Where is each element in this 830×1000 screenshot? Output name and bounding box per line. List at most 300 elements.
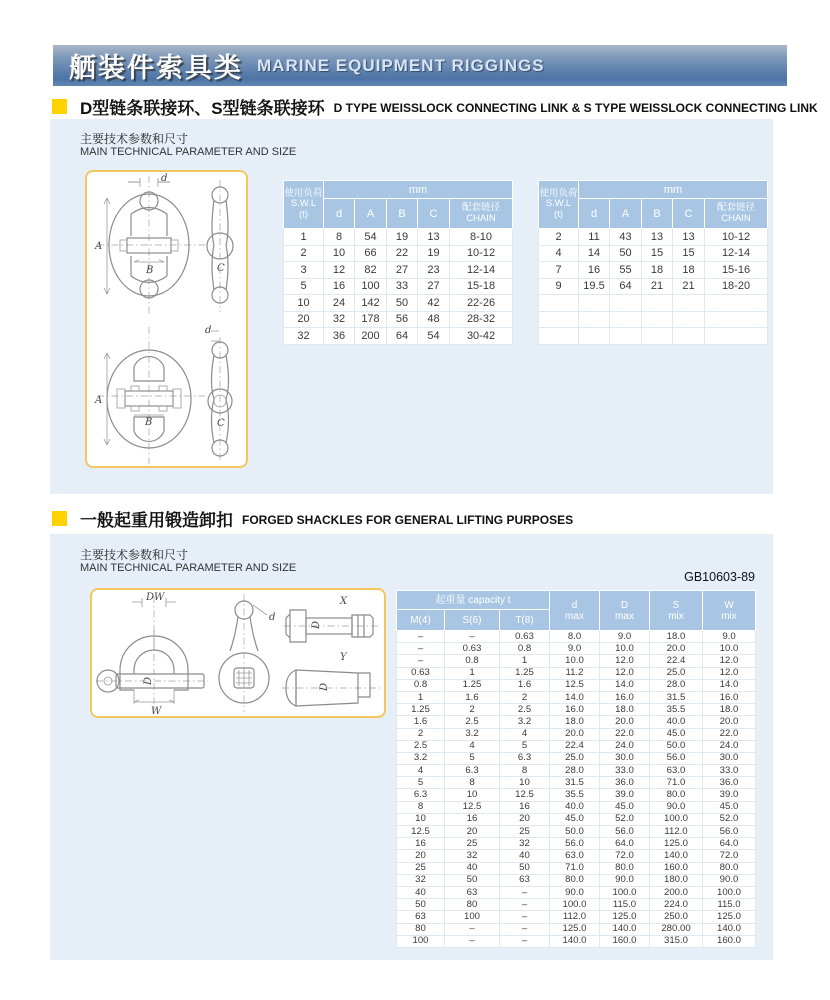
table-cell: 80.0 <box>600 862 650 874</box>
table-row <box>284 311 513 328</box>
table-cell: 140.0 <box>600 923 650 935</box>
table-cell: 200 <box>355 328 387 345</box>
table-cell <box>579 311 610 328</box>
table-cell: 36.0 <box>600 777 650 789</box>
table-row <box>397 801 756 813</box>
table-cell: 64 <box>387 328 418 345</box>
table-cell: 10 <box>500 777 550 789</box>
table-cell: 50.0 <box>650 740 703 752</box>
table-cell: 15-18 <box>450 278 513 295</box>
table-cell <box>705 328 768 345</box>
table-row <box>397 838 756 850</box>
table-cell: 1.6 <box>397 716 445 728</box>
col-header-mm: mm <box>324 181 513 199</box>
table-row <box>397 862 756 874</box>
col-header-c: C <box>418 199 450 229</box>
table-cell: 2.5 <box>445 716 500 728</box>
col-header-mm: mm <box>579 181 768 199</box>
table-cell: 50.0 <box>550 826 600 838</box>
banner-title-zh: 舾装件索具类 <box>69 53 243 83</box>
table-cell: – <box>500 899 550 911</box>
table-cell: 31.5 <box>550 777 600 789</box>
col-header-d-max: d max <box>550 591 600 631</box>
table-cell: 30-42 <box>450 328 513 345</box>
table-cell: 20 <box>397 850 445 862</box>
table-cell: 12.0 <box>703 655 756 667</box>
svg-text:A: A <box>95 241 103 252</box>
table-cell: – <box>445 935 500 947</box>
table-cell <box>610 328 642 345</box>
table-cell: 112.0 <box>650 826 703 838</box>
table-row <box>397 899 756 911</box>
table-cell: 0.8 <box>445 655 500 667</box>
table-cell: 12 <box>324 262 355 279</box>
table-cell: 8 <box>397 801 445 813</box>
table-cell: 23 <box>418 262 450 279</box>
table-row <box>397 655 756 667</box>
table-cell: 8 <box>445 777 500 789</box>
table-cell: 16.0 <box>703 691 756 703</box>
col-header-W-mix: W mix <box>703 591 756 631</box>
table-cell: 0.8 <box>397 679 445 691</box>
table-cell: 10 <box>324 245 355 262</box>
table-cell: 63 <box>500 874 550 886</box>
table-cell: 8-10 <box>450 229 513 246</box>
table-cell: 1 <box>500 655 550 667</box>
table-row <box>397 679 756 691</box>
table-cell: 18-20 <box>705 278 768 295</box>
table-cell: 10-12 <box>450 245 513 262</box>
table-cell: 90.0 <box>600 874 650 886</box>
col-header-swl: 使用负荷 S.W.L (t) <box>284 181 324 229</box>
table-row <box>397 813 756 825</box>
col-header-t8: T(8) <box>500 610 550 631</box>
table-cell: 66 <box>355 245 387 262</box>
table-cell: 35.5 <box>650 704 703 716</box>
table-cell <box>642 311 673 328</box>
table-cell: 3.2 <box>397 752 445 764</box>
table-cell: 140.0 <box>650 850 703 862</box>
table-cell: 52.0 <box>703 813 756 825</box>
table-cell: 10.0 <box>550 655 600 667</box>
table-cell: 63.0 <box>550 850 600 862</box>
standard-number: GB10603-89 <box>684 570 755 584</box>
table-cell: 20 <box>445 826 500 838</box>
table-cell: 48 <box>418 311 450 328</box>
table-cell: 32 <box>284 328 324 345</box>
section1-heading <box>52 94 818 119</box>
table-cell <box>610 295 642 312</box>
table-cell: 13 <box>418 229 450 246</box>
table-cell: 1 <box>445 667 500 679</box>
table-row <box>397 765 756 777</box>
svg-text:d: d <box>161 173 168 184</box>
table-cell: 20 <box>500 813 550 825</box>
table-cell: 5 <box>397 777 445 789</box>
table-row <box>539 245 768 262</box>
table-cell: 32 <box>445 850 500 862</box>
table-cell: 8 <box>324 229 355 246</box>
section2-param-label-en: MAIN TECHNICAL PARAMETER AND SIZE <box>80 562 297 574</box>
table-cell: 22.0 <box>703 728 756 740</box>
table-row <box>539 262 768 279</box>
table-cell: 24.0 <box>703 740 756 752</box>
table-cell: 21 <box>673 278 705 295</box>
svg-text:A: A <box>95 395 103 406</box>
svg-text:D: D <box>143 676 154 685</box>
table-cell: 27 <box>387 262 418 279</box>
svg-text:B: B <box>145 417 153 428</box>
table-cell: 10 <box>397 813 445 825</box>
shackle-drawing-box <box>90 588 386 718</box>
table-cell: 16.0 <box>550 704 600 716</box>
table-cell: 63 <box>397 911 445 923</box>
table-cell: 16 <box>445 813 500 825</box>
table-cell: 100.0 <box>703 886 756 898</box>
svg-text:d: d <box>269 612 276 623</box>
table-cell: 50 <box>387 295 418 312</box>
table-cell: 64.0 <box>703 838 756 850</box>
table-cell: 64 <box>610 278 642 295</box>
section1-title-en: D TYPE WEISSLOCK CONNECTING LINK & S TYPE WEISSLOCK CONNECTING LINK <box>333 100 818 115</box>
table-cell: 4 <box>445 740 500 752</box>
table-cell: 3.2 <box>445 728 500 740</box>
table-cell: 90.0 <box>550 886 600 898</box>
table-cell: 125.0 <box>550 923 600 935</box>
table-cell: 24.0 <box>600 740 650 752</box>
shackle-drawing <box>92 590 384 716</box>
table-cell: 315.0 <box>650 935 703 947</box>
table-cell: 64.0 <box>600 838 650 850</box>
table-cell: 9 <box>539 278 579 295</box>
table-cell: 3 <box>284 262 324 279</box>
table-cell: 14.0 <box>703 679 756 691</box>
table-row <box>397 911 756 923</box>
table-cell: 100.0 <box>550 899 600 911</box>
table-cell: 50 <box>500 862 550 874</box>
table-cell: 200.0 <box>650 886 703 898</box>
table-cell <box>705 295 768 312</box>
table-cell: 140.0 <box>550 935 600 947</box>
table-cell: 39.0 <box>600 789 650 801</box>
table-cell: 36 <box>324 328 355 345</box>
table-cell: 25.0 <box>650 667 703 679</box>
table-cell: 72.0 <box>600 850 650 862</box>
table-cell: 15-16 <box>705 262 768 279</box>
table-cell: 28.0 <box>650 679 703 691</box>
table-cell: 4 <box>539 245 579 262</box>
table-cell: 4 <box>500 728 550 740</box>
col-header-chain: 配套链径 CHAIN <box>450 199 513 229</box>
table-cell: – <box>500 923 550 935</box>
col-header-d: d <box>324 199 355 229</box>
svg-text:C: C <box>217 418 225 429</box>
table-cell <box>579 328 610 345</box>
d-type-table-body <box>284 229 513 345</box>
table-cell: 6.3 <box>500 752 550 764</box>
table-cell: 0.63 <box>445 643 500 655</box>
table-cell: 14 <box>579 245 610 262</box>
table-cell: 6.3 <box>397 789 445 801</box>
table-cell: 2 <box>284 245 324 262</box>
svg-text:B: B <box>146 265 154 276</box>
table-row <box>539 328 768 345</box>
table-cell: 16 <box>500 801 550 813</box>
table-cell: – <box>500 911 550 923</box>
table-cell: 28-32 <box>450 311 513 328</box>
table-row <box>284 262 513 279</box>
d-type-link-drawing <box>87 172 246 318</box>
table-cell: 13 <box>642 229 673 246</box>
table-cell: 25 <box>445 838 500 850</box>
table-row <box>539 278 768 295</box>
table-cell: 5 <box>445 752 500 764</box>
table-cell: 2 <box>397 728 445 740</box>
col-header-d: d <box>579 199 610 229</box>
table-cell: 50 <box>445 874 500 886</box>
table-cell <box>539 328 579 345</box>
table-cell: 12.0 <box>600 655 650 667</box>
table-cell: 33.0 <box>703 765 756 777</box>
table-cell: 12.5 <box>397 826 445 838</box>
table-cell: 2 <box>445 704 500 716</box>
table-cell: – <box>445 631 500 643</box>
table-cell: 20.0 <box>550 728 600 740</box>
table-cell: – <box>500 935 550 947</box>
svg-text:X: X <box>340 596 348 607</box>
table-cell: 12.5 <box>500 789 550 801</box>
table-cell: 82 <box>355 262 387 279</box>
table-cell: 56 <box>387 311 418 328</box>
table-cell: 55 <box>610 262 642 279</box>
table-cell: 40 <box>500 850 550 862</box>
col-header-capacity: 起重量 capacity t <box>397 591 550 610</box>
table-row <box>397 740 756 752</box>
table-cell: 5 <box>500 740 550 752</box>
table-cell: 22 <box>387 245 418 262</box>
table-cell: 2 <box>500 691 550 703</box>
table-row <box>397 777 756 789</box>
table-cell: 115.0 <box>703 899 756 911</box>
table-cell: 18.0 <box>600 704 650 716</box>
table-row <box>397 728 756 740</box>
table-cell: 1 <box>284 229 324 246</box>
table-cell: 32 <box>500 838 550 850</box>
table-cell: 125.0 <box>600 911 650 923</box>
table-cell: 27 <box>418 278 450 295</box>
table-cell: 10.0 <box>703 643 756 655</box>
section2-title-zh: 一般起重用锻造卸扣 <box>80 511 233 530</box>
table-cell: 22.4 <box>550 740 600 752</box>
table-cell: 0.8 <box>500 643 550 655</box>
table-cell: 178 <box>355 311 387 328</box>
col-header-a: A <box>355 199 387 229</box>
table-cell: 25 <box>397 862 445 874</box>
yellow-bullet-icon <box>52 511 67 526</box>
link-drawing-box <box>85 170 248 468</box>
table-cell: 25 <box>500 826 550 838</box>
table-cell: 56.0 <box>650 752 703 764</box>
svg-text:DW: DW <box>146 592 165 603</box>
table-cell <box>539 311 579 328</box>
table-cell: 16 <box>324 278 355 295</box>
table-cell: 24 <box>324 295 355 312</box>
table-cell: 21 <box>642 278 673 295</box>
table-cell: 80.0 <box>703 862 756 874</box>
table-row <box>397 826 756 838</box>
table-cell: 32 <box>324 311 355 328</box>
table-row <box>284 278 513 295</box>
table-cell: 18 <box>642 262 673 279</box>
table-cell: 18.0 <box>703 704 756 716</box>
col-header-b: B <box>387 199 418 229</box>
table-cell: 12.0 <box>600 667 650 679</box>
table-cell: 100 <box>355 278 387 295</box>
col-header-chain: 配套链径 CHAIN <box>705 199 768 229</box>
table-cell: – <box>445 923 500 935</box>
table-cell: 100.0 <box>650 813 703 825</box>
col-header-b: B <box>642 199 673 229</box>
svg-text:Y: Y <box>340 652 347 663</box>
table-cell: 40 <box>445 862 500 874</box>
table-cell: 11 <box>579 229 610 246</box>
table-cell: 39.0 <box>703 789 756 801</box>
table-cell: 90.0 <box>650 801 703 813</box>
table-cell: 112.0 <box>550 911 600 923</box>
table-cell: 54 <box>355 229 387 246</box>
table-cell: 280.00 <box>650 923 703 935</box>
table-cell: 125.0 <box>650 838 703 850</box>
table-cell: 180.0 <box>650 874 703 886</box>
s-type-link-table <box>538 180 768 345</box>
table-cell: 42 <box>418 295 450 312</box>
table-cell <box>539 295 579 312</box>
table-cell: 140.0 <box>703 923 756 935</box>
table-cell: 18.0 <box>550 716 600 728</box>
table-cell: 45.0 <box>550 813 600 825</box>
table-cell: 4 <box>397 765 445 777</box>
table-cell: – <box>397 655 445 667</box>
table-row <box>397 691 756 703</box>
table-cell: 14.0 <box>550 691 600 703</box>
table-cell: 35.5 <box>550 789 600 801</box>
table-cell: 15 <box>642 245 673 262</box>
table-cell <box>673 328 705 345</box>
table-cell: 56.0 <box>550 838 600 850</box>
table-cell: 63 <box>445 886 500 898</box>
table-cell: 0.63 <box>397 667 445 679</box>
section2-param-label-zh: 主要技术参数和尺寸 <box>80 548 189 562</box>
table-cell: 1.6 <box>445 691 500 703</box>
table-cell: 10.0 <box>600 643 650 655</box>
table-cell: 12-14 <box>450 262 513 279</box>
table-cell: 160.0 <box>650 862 703 874</box>
table-cell <box>673 311 705 328</box>
table-cell: 14.0 <box>600 679 650 691</box>
col-header-s6: S(6) <box>445 610 500 631</box>
table-cell: 7 <box>539 262 579 279</box>
table-row <box>284 328 513 345</box>
table-cell: 71.0 <box>550 862 600 874</box>
table-cell: 19.5 <box>579 278 610 295</box>
table-cell: 2.5 <box>500 704 550 716</box>
table-cell: 40.0 <box>550 801 600 813</box>
table-cell: 56.0 <box>600 826 650 838</box>
table-cell: 18 <box>673 262 705 279</box>
table-cell: 3.2 <box>500 716 550 728</box>
page-banner <box>53 45 787 86</box>
table-cell: 80 <box>397 923 445 935</box>
table-cell: 9.0 <box>550 643 600 655</box>
table-cell: 45.0 <box>600 801 650 813</box>
table-cell: 1.25 <box>397 704 445 716</box>
table-row <box>539 295 768 312</box>
table-cell: 50 <box>610 245 642 262</box>
section2-title-en: FORGED SHACKLES FOR GENERAL LIFTING PURPOSES <box>242 512 574 527</box>
table-cell: 2.5 <box>397 740 445 752</box>
table-row <box>397 716 756 728</box>
table-cell: 115.0 <box>600 899 650 911</box>
table-cell: 1.25 <box>500 667 550 679</box>
table-cell: 0.63 <box>500 631 550 643</box>
table-cell: – <box>397 643 445 655</box>
table-cell: 6.3 <box>445 765 500 777</box>
table-cell: 71.0 <box>650 777 703 789</box>
shackle-table <box>396 590 756 948</box>
table-cell: 10 <box>445 789 500 801</box>
d-type-link-table <box>283 180 513 345</box>
table-cell: 1 <box>397 691 445 703</box>
table-cell: 40 <box>397 886 445 898</box>
table-cell: 16.0 <box>600 691 650 703</box>
table-cell: 15 <box>673 245 705 262</box>
table-cell: 1.6 <box>500 679 550 691</box>
table-row <box>397 886 756 898</box>
col-header-a: A <box>610 199 642 229</box>
table-row <box>397 631 756 643</box>
section1-panel <box>50 119 773 494</box>
table-cell: 160.0 <box>703 935 756 947</box>
table-row <box>284 229 513 246</box>
table-cell: 80.0 <box>550 874 600 886</box>
table-cell: 100 <box>445 911 500 923</box>
table-row <box>539 311 768 328</box>
section2-heading <box>52 506 573 531</box>
table-cell: 100.0 <box>600 886 650 898</box>
table-cell: 45.0 <box>703 801 756 813</box>
table-cell: – <box>500 886 550 898</box>
table-cell: 30.0 <box>600 752 650 764</box>
table-cell <box>642 328 673 345</box>
shackle-table-body <box>397 631 756 948</box>
table-cell <box>705 311 768 328</box>
table-cell: – <box>397 631 445 643</box>
table-row <box>397 704 756 716</box>
table-cell: 43 <box>610 229 642 246</box>
svg-text:d: d <box>205 325 212 336</box>
table-row <box>397 935 756 947</box>
table-cell: 9.0 <box>703 631 756 643</box>
s-type-table-body <box>539 229 768 345</box>
table-cell: 224.0 <box>650 899 703 911</box>
table-cell: 142 <box>355 295 387 312</box>
svg-text:C: C <box>217 263 225 274</box>
table-cell: 160.0 <box>600 935 650 947</box>
table-row <box>397 874 756 886</box>
section1-param-label-zh: 主要技术参数和尺寸 <box>80 132 189 146</box>
table-cell: 28.0 <box>550 765 600 777</box>
table-cell: 25.0 <box>550 752 600 764</box>
